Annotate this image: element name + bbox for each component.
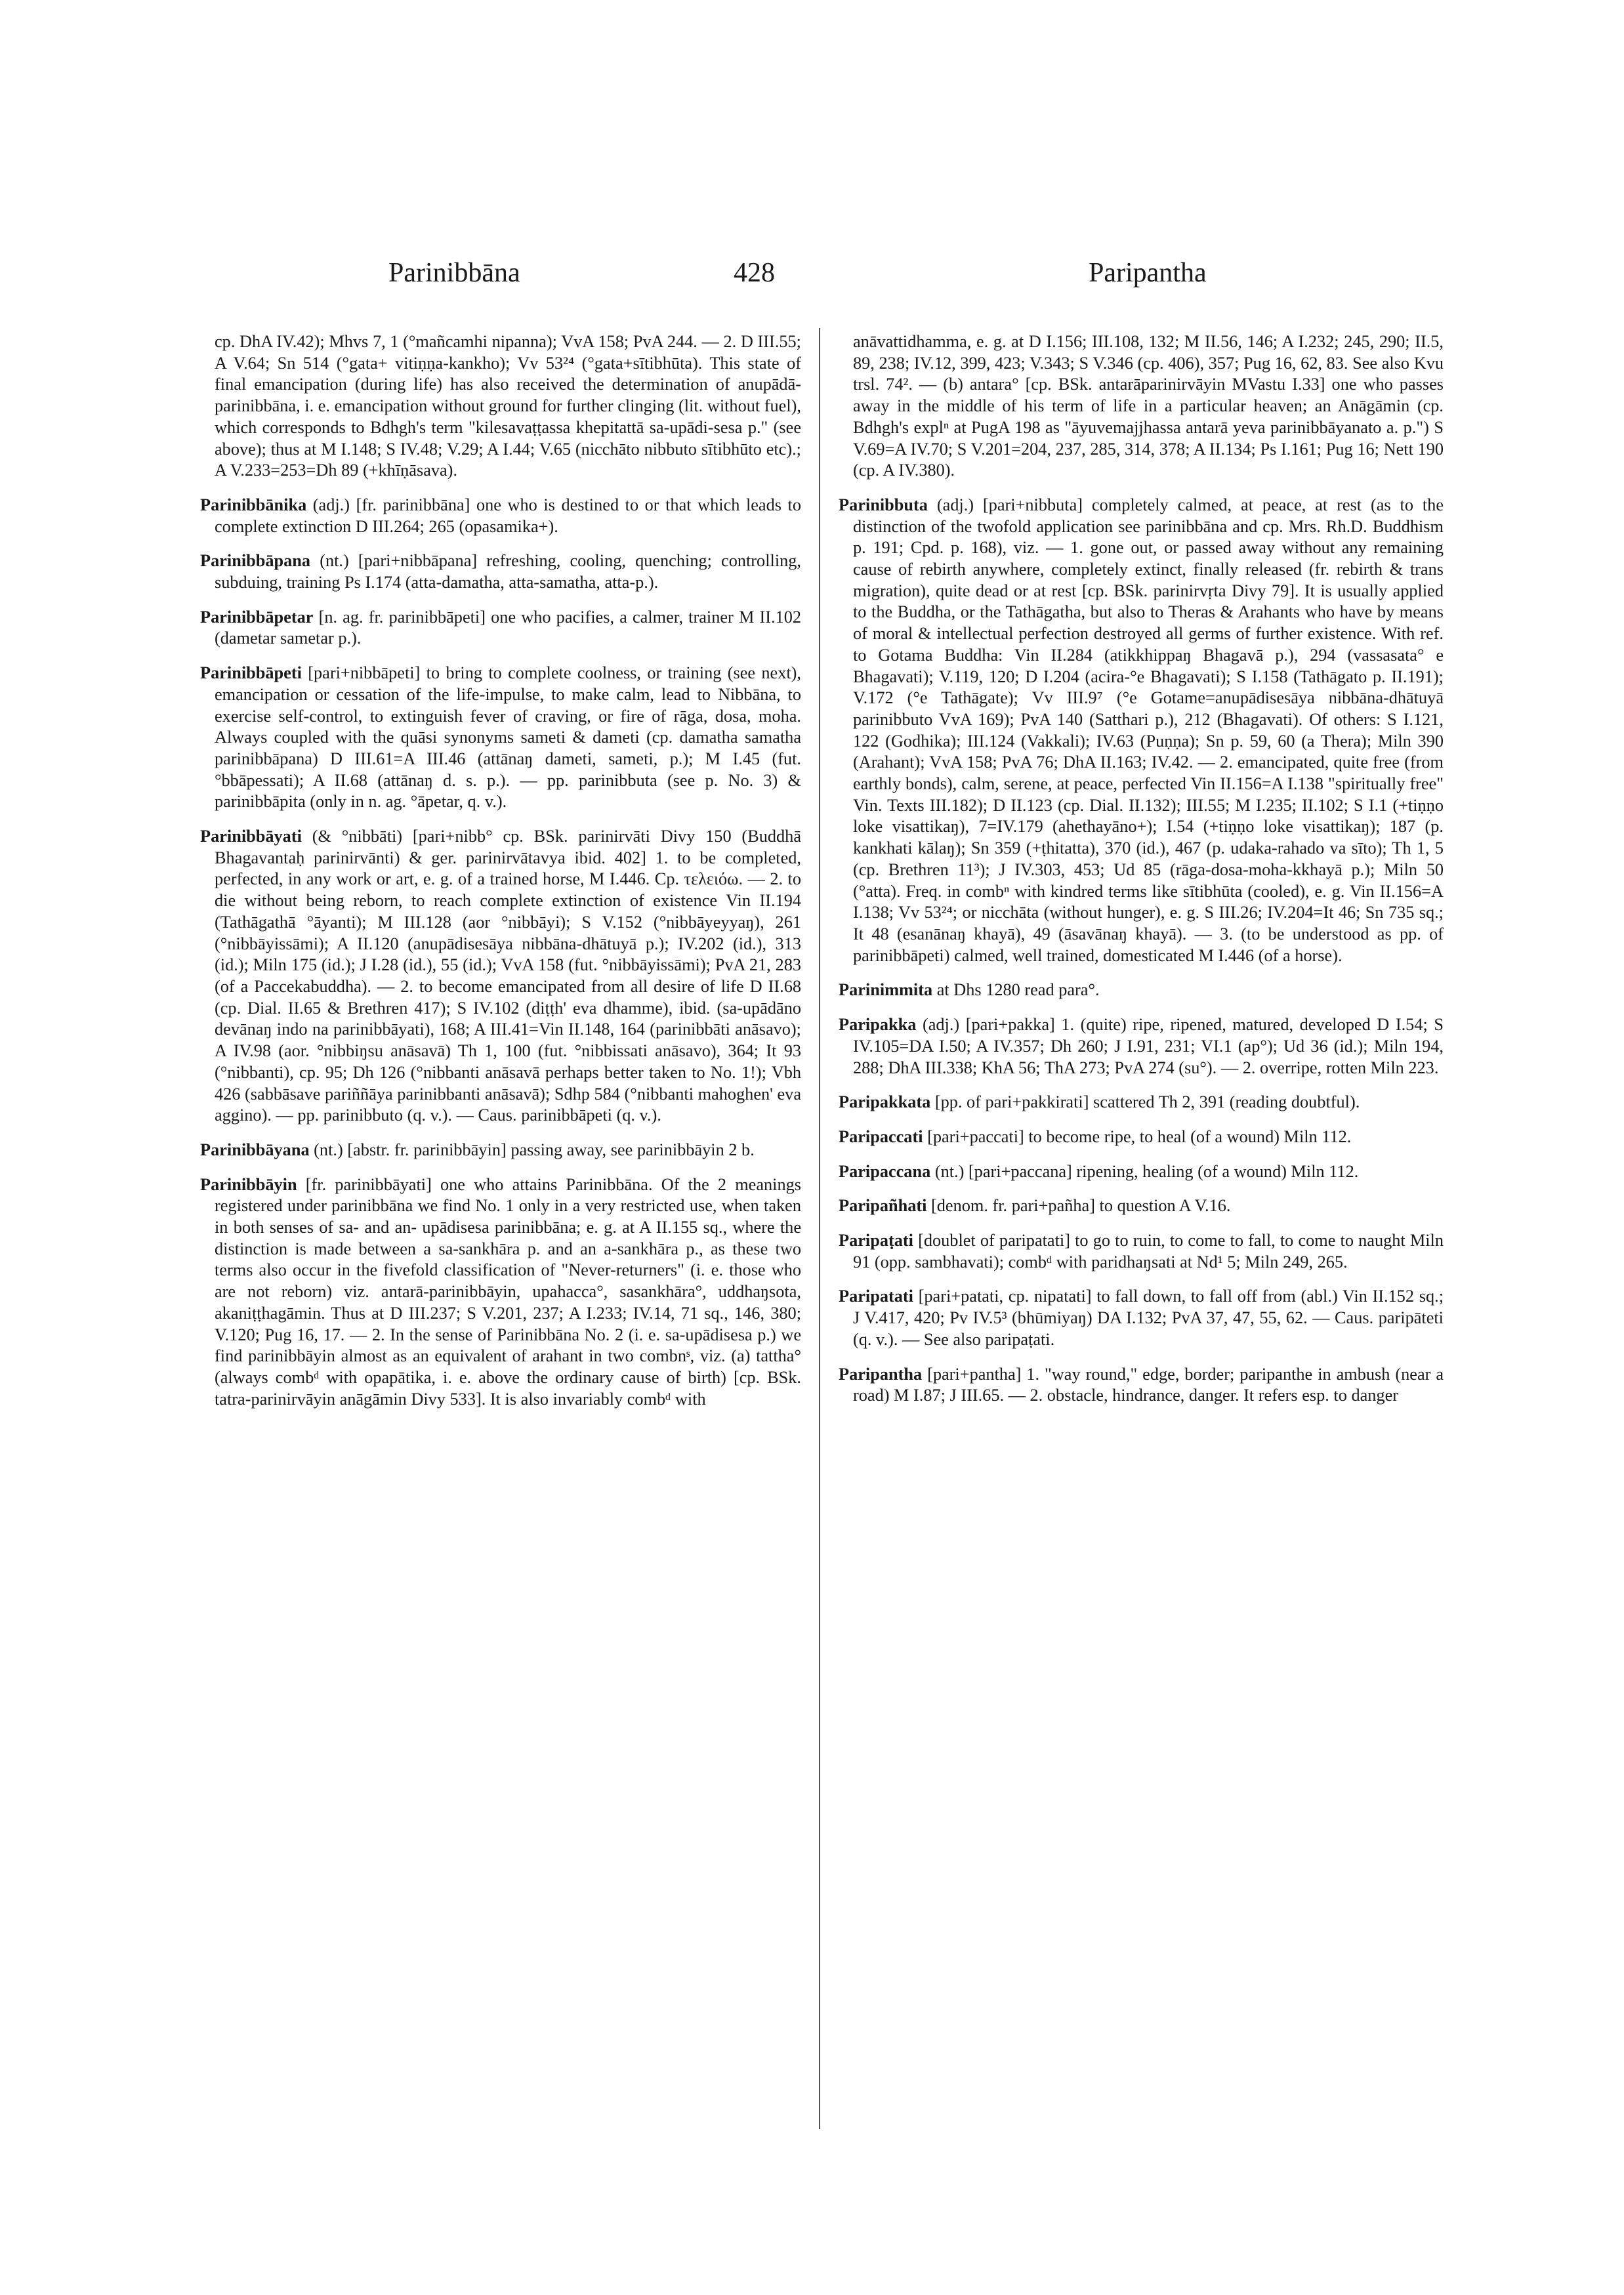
entry-text: (nt.) [pari+paccana] ripening, healing (of a wound) Miln 112. [934, 1161, 1359, 1181]
dictionary-entry [200, 607, 801, 650]
entry-headword: Parinibbuta [839, 495, 928, 514]
entry-text: (nt.) [abstr. fr. parinibbāyin] passing away, see parinibbāyin 2 b. [314, 1140, 755, 1159]
dictionary-entry [839, 1127, 1444, 1148]
entry-headword: Parinibbāyana [200, 1140, 310, 1159]
entry-headword: Parinibbāpetar [200, 607, 314, 627]
entry-headword: Paripantha [839, 1364, 923, 1384]
running-head-right: Paripantha [1089, 258, 1207, 288]
entry-text: anāvattidhamma, e. g. at D I.156; III.108, 132; M II.56, 146; A I.232; 245, 290; II.5, 89, 238; IV.12, 399, 423; V.343; S V.346 (cp. 406), 357; Pug 16, 62, 83. See also Kvu trsl. 74². — (b) antara° [cp. BSk. antarāparinirvāyin MVastu I.33] one who passes away in the middle of his term of life in a particular heaven; an Anāgāmin (cp. Bdhgh's explⁿ at PugA 198 as "āyuvemajjhassa antarā yeva parinibbāyanato a. p.") S V.69=A IV.70; S V.201=204, 237, 285, 314, 378; A II.134; Ps I.161; Pug 16; Nett 190 (cp. A IV.380). [853, 332, 1444, 480]
entry-headword: Paripaccati [839, 1127, 923, 1146]
entry-headword: Parinibbāpana [200, 551, 311, 571]
entry-text: cp. DhA IV.42); Mhvs 7, 1 (°mañcamhi nipanna); VvA 158; PvA 244. — 2. D III.55; A V.64; Sn 514 (°gata+ vitiṇṇa-kankho); Vv 53²⁴ (°gata+sītibhūta). This state of final emancipation (during life) has also received the determination of anupādā-parinibbāna, i. e. emancipation without ground for further clinging (lit. without fuel), which corresponds to Bdhgh's term "kilesavaṭṭassa khepitattā sa-upādi-sesa p." (see above); thus at M I.148; S IV.48; V.29; A I.44; V.65 (nicchāto nibbuto sītibhūto etc).; A V.233=253=Dh 89 (+khīṇāsava). [215, 332, 801, 480]
dictionary-entry [839, 1195, 1444, 1217]
entry-headword: Paripañhati [839, 1196, 927, 1216]
entry-headword: Parinibbānika [200, 495, 307, 514]
entry-headword: Paripakkata [839, 1092, 931, 1112]
entry-text: [fr. parinibbāyati] one who attains Parinibbāna. Of the 2 meanings registered under parinibbāna we find No. 1 only in a very restricted use, when taken in both senses of sa- and an- upādisesa parinibbāna; e. g. at A II.155 sq., where the distinction is made between a sa-sankhāra p. and an a-sankhāra p., as these two terms also occur in the fivefold classification of "Never-returners" (i. e. those who are not reborn) viz. antarā-parinibbāyin, upahacca°, sasankhāra°, uddhaŋsota, akaniṭṭhagāmin. Thus at D III.237; S V.201, 237; A I.233; IV.14, 71 sq., 146, 380; V.120; Pug 16, 17. — 2. In the sense of Parinibbāna No. 2 (i. e. sa-upādisesa p.) we find parinibbāyin almost as an equivalent of arahant in two combnˢ, viz. (a) tattha° (always combᵈ with opapātika, i. e. above the ordinary cause of birth) [cp. BSk. tatra-parinirvāyin anāgāmin Divy 533]. It is also invariably combᵈ with [215, 1174, 801, 1409]
entry-text: [pari+nibbāpeti] to bring to complete coolness, or training (see next), emancipation or cessation of the life-impulse, to make calm, lead to Nibbāna, to exercise self-control, to extinguish fever of craving, or fire of rāga, dosa, moha. Always coupled with the quāsi synonyms sameti & dameti (cp. damatha samatha parinibbāpana) D III.61=A III.46 (attānaŋ dameti, sameti, p.); M I.45 (fut. °bbāpessati); A II.68 (attānaŋ d. s. p.). — pp. parinibbuta (see p. No. 3) & parinibbāpita (only in n. ag. °āpetar, q. v.). [215, 663, 802, 812]
dictionary-entry [200, 1140, 801, 1161]
dictionary-entry [839, 1364, 1444, 1407]
dictionary-entry [839, 980, 1444, 1001]
entry-text: (& °nibbāti) [pari+nibb° cp. BSk. parinirvāti Divy 150 (Buddhā Bhagavantaḥ parinirvānti) & ger. parinirvātavya ibid. 402] 1. to be completed, perfected, in any work or art, e. g. of a trained horse, M I.446. Cp. τελειόω. — 2. to die without being reborn, to reach complete extinction of existence Vin II.194 (Tathāgathā °āyanti); M III.128 (aor °nibbāyi); S V.152 (°nibbāyeyyaŋ), 261 (°nibbāyissāmi); A II.120 (anupādisesāya nibbāna-dhātuyā p.); IV.202 (id.), 313 (id.); Miln 175 (id.); J I.28 (id.), 55 (id.); VvA 158 (fut. °nibbāyissāmi); PvA 21, 283 (of a Paccekabuddha). — 2. to become emancipated from all desire of life D II.68 (cp. Dial. II.65 & Brethren 417); S IV.102 (diṭṭh' eva dhamme), ibid. (sa-upādāno devānaŋ indo na parinibbāyati), 168; A III.41=Vin II.148, 164 (parinibbāti anāsavo); A IV.98 (aor. °nibbiŋsu anāsavā) Th 1, 100 (fut. °nibbissati anāsavo), 364; It 93 (°nibbanti), cp. 95; Dh 126 (°nibbanti anāsavā perhaps better taken to No. 1!); Vbh 426 (sabbāsave pariññāya parinibbanti anāsavā); Sdhp 584 (°nibbanti mahoghen' eva aggino). — pp. parinibbuto (q. v.). — Caus. parinibbāpeti (q. v.). [215, 827, 801, 1125]
entry-text: [pp. of pari+pakkirati] scattered Th 2, 391 (reading doubtful). [934, 1092, 1360, 1112]
entry-text: [pari+patati, cp. nipatati] to fall down, to fall off from (abl.) Vin II.152 sq.; J V.417, 420; Pv IV.5³ (bhūmiyaŋ) DA I.132; PvA 37, 47, 55, 62. — Caus. paripāteti (q. v.). — See also paripaṭati. [853, 1287, 1444, 1349]
entry-headword: Paripatati [839, 1287, 913, 1306]
entry-headword: Parinibbāpeti [200, 663, 302, 683]
entry-headword: Paripaccana [839, 1161, 931, 1181]
entry-headword: Parinibbāyati [200, 827, 302, 846]
entry-text: [pari+pantha] 1. "way round," edge, border; paripanthe in ambush (near a road) M I.87; J III.65. — 2. obstacle, hindrance, danger. It refers esp. to danger [853, 1364, 1444, 1405]
running-head-left: Parinibbāna [388, 258, 520, 288]
right-column [839, 331, 1444, 1420]
left-column [200, 331, 801, 1423]
entry-headword: Parinibbāyin [200, 1174, 297, 1194]
entry-headword: Parinimmita [839, 980, 933, 1000]
running-head [0, 257, 1624, 303]
entry-text: [pari+paccati] to become ripe, to heal (of a wound) Miln 112. [927, 1127, 1352, 1146]
dictionary-entry [839, 1092, 1444, 1113]
entry-text: (adj.) [fr. parinibbāna] one who is destined to or that which leads to complete extinction D III.264; 265 (opasamika+). [215, 495, 801, 536]
dictionary-entry [839, 495, 1444, 966]
entry-headword: Paripakka [839, 1015, 917, 1035]
page-number: 428 [734, 258, 775, 288]
entry-continuation [200, 331, 801, 482]
dictionary-entry [200, 495, 801, 537]
entry-headword: Paripaṭati [839, 1231, 913, 1251]
entry-text: (nt.) [pari+nibbāpana] refreshing, cooling, quenching; controlling, subduing, training Ps I.174 (atta-damatha, atta-samatha, atta-p.). [215, 551, 801, 592]
entry-text: [n. ag. fr. parinibbāpeti] one who pacifies, a calmer, trainer M II.102 (dametar sametar p.). [215, 607, 802, 648]
entry-continuation [839, 331, 1444, 482]
dictionary-entry [839, 1230, 1444, 1273]
entry-text: (adj.) [pari+pakka] 1. (quite) ripe, ripened, matured, developed D I.54; S IV.105=DA I.50; A IV.357; Dh 260; J I.91, 231; VI.1 (ap°); Ud 36 (id.); Miln 194, 288; DhA III.338; KhA 56; ThA 273; PvA 274 (su°). — 2. overripe, rotten Miln 223. [853, 1015, 1444, 1077]
dictionary-entry [839, 1161, 1444, 1183]
entry-text: at Dhs 1280 read para°. [936, 980, 1100, 1000]
dictionary-entry [200, 550, 801, 593]
entry-text: [doublet of paripatati] to go to ruin, to come to fall, to come to naught Miln 91 (opp. sambhavati); combᵈ with paridhaŋsati at Nd¹ 5; Miln 249, 265. [853, 1231, 1444, 1272]
entry-text: [denom. fr. pari+pañha] to question A V.16. [931, 1196, 1231, 1216]
dictionary-entry [200, 826, 801, 1127]
dictionary-entry [200, 663, 801, 813]
entry-text: (adj.) [pari+nibbuta] completely calmed, at peace, at rest (as to the distinction of the twofold application see parinibbāna and cp. Mrs. Rh.D. Buddhism p. 191; Cpd. p. 168), viz. — 1. gone out, or passed away without any remaining cause of rebirth anywhere, completely extinct, finally released (fr. rebirth & trans migration), quite dead or at rest [cp. BSk. parinirvṛta Divy 79]. It is usually applied to the Buddha, or the Tathāgatha, but also to Theras & Arahants who have by means of moral & intellectual perfection destroyed all germs of further existence. With ref. to Gotama Buddha: Vin II.284 (atikkhippaŋ Bhagavā p.), 294 (vassasata° e Bhagavati); V.119, 120; D I.204 (acira-°e Bhagavati); S I.158 (Tathāgato p. II.191); V.172 (°e Tathāgate); Vv III.9⁷ (°e Gotame=anupādisesāya nibbāna-dhātuyā parinibbuto VvA 169); PvA 140 (Satthari p.), 212 (Bhagavati). Of others: S I.121, 122 (Godhika); III.124 (Vakkali); IV.63 (Puṇṇa); Sn p. 59, 60 (a Thera); Miln 390 (Arahant); VvA 158; PvA 76; DhA II.163; IV.42. — 2. emancipated, quite free (from earthly bonds), calm, serene, at peace, perfected Vin II.156=A I.138 "spiritually free" Vin. Texts III.182); D II.123 (cp. Dial. II.132); III.55; M I.235; II.102; S I.1 (+tiṇṇo loke visattikaŋ), 7=IV.179 (ahethayāno+); I.54 (+tiṇṇo loke visattikaŋ); 187 (p. kankhati kālaŋ); Sn 359 (+ṭhitatta), 370 (id.), 467 (p. udaka-rahado va sīto); Th 1, 5 (cp. Brethren 11³); J IV.303, 453; Ud 85 (rāga-dosa-moha-kkhayā p.); Miln 50 (°atta). Freq. in combⁿ with kindred terms like sītibhūta (cooled), e. g. Vin II.156=A I.138; Vv 53²⁴; or nicchāta (without hunger), e. g. S III.26; IV.204=It 46; Sn 735 sq.; It 48 (esanānaŋ khayā), 49 (āsavānaŋ khayā). — 3. (to be understood as pp. of parinibbāpeti) calmed, well trained, domesticated M I.446 (of a horse). [853, 495, 1444, 965]
dictionary-entry [839, 1014, 1444, 1079]
dictionary-entry [839, 1286, 1444, 1350]
column-divider [819, 328, 820, 2129]
dictionary-entry [200, 1174, 801, 1411]
